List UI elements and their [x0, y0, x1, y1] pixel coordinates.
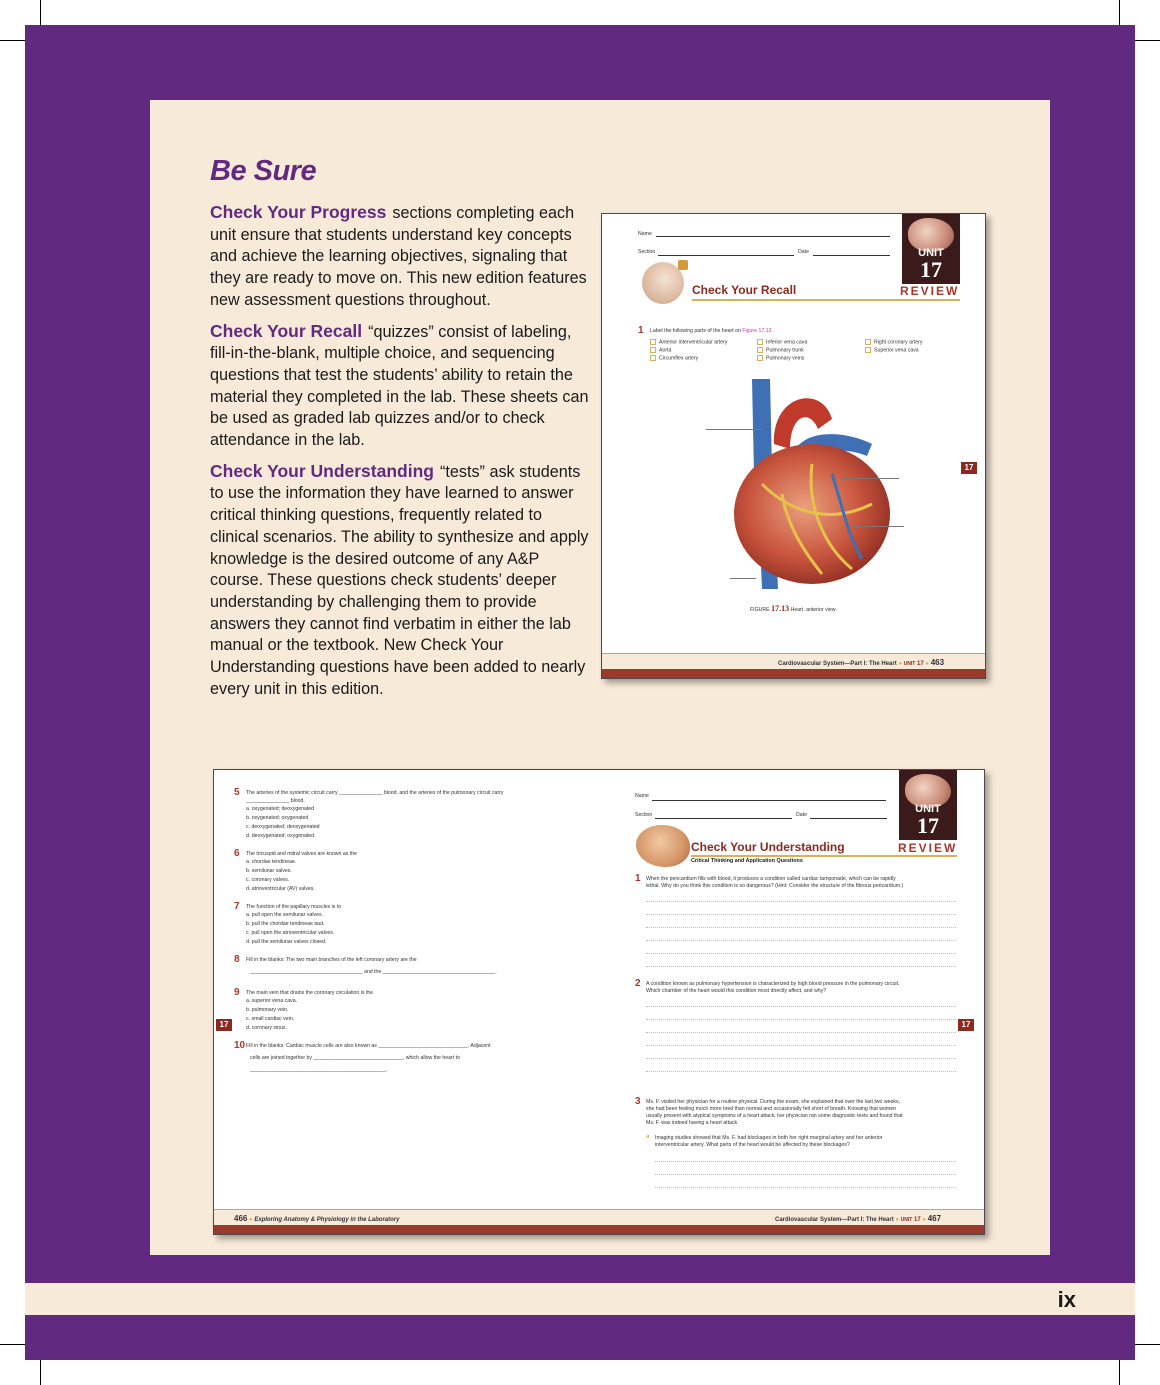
intro-column — [210, 155, 590, 709]
right-footer: Cardiovascular System—Part I: The Heart ● UNIT 17 ● 467 — [775, 1214, 942, 1223]
label-option: Inferior vena cava — [757, 339, 807, 345]
unit-word: UNIT — [915, 803, 941, 815]
answer-line — [646, 927, 956, 928]
label-option: Pulmonary veins — [757, 355, 804, 361]
question-line: The main vein that drains the coronary circulation is the — [246, 990, 374, 996]
question-number: 6 — [234, 848, 240, 859]
date-line — [813, 255, 890, 256]
question-line: lethal. Why do you think this condition is so dangerous? (Hint: Consider the structure of the fibrous pericardium.) — [646, 883, 904, 889]
name-label: Name — [635, 793, 649, 799]
answer-line — [646, 953, 956, 954]
section-title: Be Sure — [210, 155, 317, 187]
footer-chapter: Cardiovascular System—Part I: The Heart — [778, 661, 897, 667]
right-footer-chapter: Cardiovascular System—Part I: The Heart — [775, 1217, 894, 1223]
figure-word: FIGURE — [750, 607, 770, 613]
answer-line — [646, 1032, 956, 1033]
answer-option: c. pull open the atrioventricular valves. — [246, 930, 335, 936]
recall-sheet — [601, 213, 986, 679]
unit-number: 17 — [920, 257, 942, 282]
answer-option: c. deoxygenated; deoxygenated — [246, 824, 320, 830]
review-label: REVIEW — [900, 284, 960, 298]
question-line: _______________________________________ and the _______________________________________. — [250, 969, 497, 975]
crop-mark — [1119, 1360, 1120, 1385]
unit-word: UNIT — [918, 247, 944, 259]
question-text-body: Label the following parts of the heart on — [650, 328, 741, 334]
question-line: Ms. F. was indeed having a heart attack. — [646, 1120, 739, 1126]
unit-tab-left: 17 — [216, 1019, 232, 1031]
recall-text: “quizzes” consist of labeling, fill-in-the-blank, multiple choice, and sequencing questions that test the students’ ability to retain the material they completed in the lab. These sheets can be used as graded lab quizzes and/or to check attendance in the lab. — [210, 322, 589, 450]
understanding-subheading: Critical Thinking and Application Questions — [691, 858, 803, 864]
figure-caption-text: Heart, anterior view. — [790, 607, 837, 613]
left-footer: 466 ● Exploring Anatomy & Physiology in the Laboratory — [234, 1214, 400, 1223]
answer-line — [655, 1187, 956, 1188]
answer-option: d. coronary sinus. — [246, 1025, 287, 1031]
question-line: The arteries of the systemic circuit carry _______________ blood, and the arteries of the pulmonary circuit carry — [246, 790, 504, 796]
footer-unit: UNIT — [903, 661, 916, 667]
question-number: 1 — [635, 873, 641, 884]
answer-line — [646, 940, 956, 941]
left-footer-page: 466 — [234, 1214, 248, 1223]
label-option: Pulmonary trunk — [757, 347, 804, 353]
date-line — [810, 818, 887, 819]
question-line: Ms. F. visited her physician for a routine physical. During the exam, she explained that over the last two weeks, — [646, 1099, 901, 1105]
answer-line — [646, 1019, 956, 1020]
page-number: ix — [1057, 1287, 1076, 1312]
unit-number: 17 — [917, 813, 939, 838]
answer-line — [655, 1174, 956, 1175]
heading-rule — [691, 855, 957, 857]
right-footer-unit: UNIT — [900, 1217, 913, 1223]
answer-option: b. semilunar valves. — [246, 868, 292, 874]
date-label: Date — [796, 812, 807, 818]
section-line — [655, 818, 792, 819]
answer-line — [646, 914, 956, 915]
crop-mark — [1135, 1344, 1160, 1345]
answer-option: a. superior vena cava. — [246, 998, 298, 1004]
answer-line — [646, 1045, 956, 1046]
question-line: When the pericardium fills with blood, it produces a condition called cardiac tamponade, which can be rapidly — [646, 876, 896, 882]
unit-tab: 17 — [961, 462, 977, 474]
answer-line — [646, 901, 956, 902]
answer-option: a. pull open the semilunar valves. — [246, 912, 323, 918]
progress-lead: Check Your Progress — [210, 202, 387, 222]
recall-heading: Check Your Recall — [692, 283, 797, 297]
unit-badge — [899, 770, 957, 840]
question-line: The function of the papillary muscles is to — [246, 904, 342, 910]
review-label: REVIEW — [898, 841, 958, 855]
section-label: Section — [638, 249, 656, 255]
unit-tab-right: 17 — [958, 1019, 974, 1031]
subquestion-line: Imaging studies showed that Ms. F. had blockages in both her right marginal artery and her anterior — [655, 1135, 883, 1141]
footer-text: Cardiovascular System—Part I: The Heart ● UNIT 17 ● 463 — [778, 658, 945, 667]
footer-unit-number: 17 — [917, 661, 924, 667]
recall-lead: Check Your Recall — [210, 320, 363, 341]
question-number: 9 — [234, 987, 240, 998]
subquestion-line: interventricular artery. What parts of the heart would be affected by these blockages? — [655, 1142, 850, 1148]
crop-mark — [0, 1344, 25, 1345]
figure-ref: Figure 17.13. — [742, 328, 773, 334]
question-line: A condition known as pulmonary hypertension is characterized by high blood pressure in the pulmonary circuit. — [646, 981, 900, 987]
heart-illustration — [682, 374, 922, 594]
question-text — [650, 328, 773, 334]
answer-option: d. pull the semilunar valves closed. — [246, 939, 327, 945]
question-number: 7 — [234, 901, 240, 912]
label-option: Anterior interventricular artery — [650, 339, 727, 345]
understanding-lead: Check Your Understanding — [210, 460, 434, 481]
name-line — [652, 800, 886, 801]
section-label: Section — [635, 812, 653, 818]
section-line — [658, 255, 794, 256]
question-number: 5 — [234, 787, 240, 798]
heading-rule — [692, 299, 960, 301]
question-line: The tricuspid and mitral valves are known as the — [246, 851, 358, 857]
answer-line — [646, 1006, 956, 1007]
answer-option: a. chordae tendineae. — [246, 859, 297, 865]
recall-paragraph — [210, 321, 590, 452]
question-line: Which chamber of the heart would this condition most directly affect, and why? — [646, 988, 827, 994]
name-line — [656, 236, 890, 237]
brain-icon — [636, 825, 690, 867]
leader-line — [842, 478, 899, 479]
label-option: Superior vena cava — [865, 347, 919, 353]
right-footer-page: 467 — [927, 1214, 942, 1223]
spread-footer-bar — [214, 1225, 984, 1234]
label-option: Right coronary artery — [865, 339, 922, 345]
question-number: 3 — [635, 1096, 641, 1107]
progress-paragraph — [210, 202, 590, 312]
progress-text: sections completing each unit ensure that students understand key concepts and achieve the learning objectives, signaling that they are ready to move on. This new edition features new assessment questions throughout. — [210, 204, 587, 309]
answer-line — [646, 1058, 956, 1059]
figure-number: 17.13 — [771, 604, 790, 613]
date-label: Date — [798, 249, 809, 255]
answer-option: c. coronary valves. — [246, 877, 290, 883]
left-footer-title: Exploring Anatomy & Physiology in the Laboratory — [254, 1217, 400, 1223]
answer-option: d. deoxygenated; oxygenated — [246, 833, 315, 839]
label-option: Aorta — [650, 347, 671, 353]
understanding-text: “tests” ask students to use the information they have learned to answer critical thinking questions, frequently related to clinical scenarios. The ability to synthesize and apply knowledge is the desired outcome of any A&P course. These questions check students’ deeper understanding by challenging them to provide answers they cannot find verbatim in either the lab manual or the textbook. New Check Your Understanding questions have been added to nearly every unit in this edition. — [210, 462, 589, 698]
crop-mark — [1119, 0, 1120, 25]
answer-option: c. small cardiac vein. — [246, 1016, 295, 1022]
question-line: usually present with atypical symptoms of a heart attack, her physician ran some diagnostic tests and found that — [646, 1113, 903, 1119]
leader-line — [706, 429, 761, 430]
right-footer-unit-number: 17 — [914, 1217, 921, 1223]
answer-line — [646, 966, 956, 967]
footer-page-number: 463 — [930, 658, 945, 667]
answer-line — [646, 1071, 956, 1072]
label-option: Circumflex artery — [650, 355, 698, 361]
question-line: Fill in the blanks: The two main branches of the left coronary artery are the — [246, 957, 417, 963]
question-number: 8 — [234, 954, 240, 965]
sheet-footer-bar — [602, 669, 985, 678]
question-line: _______________________________________________. — [250, 1067, 388, 1073]
crop-mark — [1135, 40, 1160, 41]
puzzle-piece-icon — [678, 260, 688, 270]
leader-line — [852, 526, 904, 527]
answer-option: b. oxygenated; oxygenated — [246, 815, 309, 821]
crop-mark — [40, 0, 41, 25]
name-label: Name — [638, 231, 652, 237]
question-number: 10 — [234, 1040, 246, 1051]
question-line: Fill in the blanks: Cardiac muscle cells are also known as _______________________________. Adjacent — [246, 1043, 491, 1049]
question-line: she had been feeling much more tired than normal and occasionally felt short of breath. Knowing that women — [646, 1106, 897, 1112]
question-line: cells are joined together by _______________________________, which allow the heart to — [250, 1055, 460, 1061]
answer-option: d. atrioventricular (AV) valves. — [246, 886, 315, 892]
leader-line — [730, 578, 756, 579]
subquestion-marker: a — [646, 1134, 650, 1140]
unit-badge — [902, 214, 960, 284]
understanding-paragraph — [210, 461, 590, 701]
review-spread — [213, 769, 985, 1235]
answer-option: b. pulmonary vein. — [246, 1007, 289, 1013]
answer-line — [655, 1161, 956, 1162]
understanding-heading: Check Your Understanding — [691, 840, 845, 854]
bottom-strip — [25, 1283, 1135, 1315]
answer-option: a. oxygenated; deoxygenated — [246, 806, 315, 812]
question-number: 1 — [638, 325, 644, 336]
question-line: _______________ blood. — [246, 798, 305, 804]
figure-caption — [750, 604, 837, 613]
crop-mark — [40, 1360, 41, 1385]
answer-option: b. pull the chordae tendineae taut. — [246, 921, 325, 927]
question-number: 2 — [635, 978, 641, 989]
crop-mark — [0, 40, 25, 41]
